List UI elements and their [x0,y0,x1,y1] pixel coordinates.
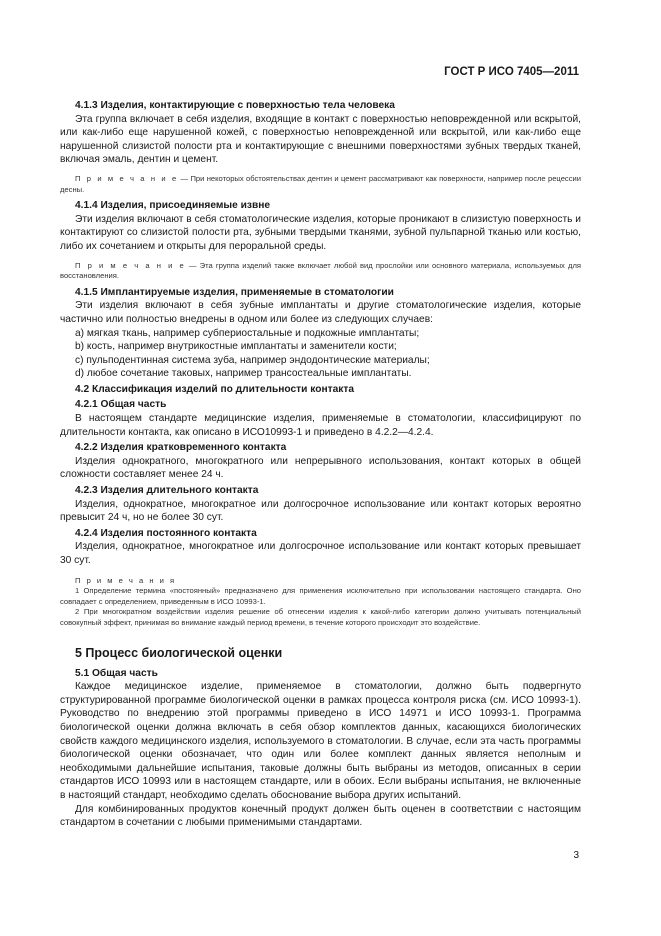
section-4-2-2-heading: 4.2.2 Изделия кратковременного контакта [75,442,287,454]
section-4-2-1-paragraph: В настоящем стандарте медицинские изделия, применяемые в стоматологии, классифицируют по длительности контакта, как описано в ИСО10993-1 и приведено в 4.2.2—4.2.4. [60,413,581,438]
implant-cases-list [60,327,581,381]
note-text: — При некоторых обстоятельствах дентин и цемент рассматривают как поверхности, например после рецессии десны. [60,173,581,194]
page-body [60,97,581,830]
list-item: b) кость, например внутрикостные имплантаты и заменители кости; [75,341,397,353]
section-4-1-3-heading: 4.1.3 Изделия, контактирующие с поверхностью тела человека [75,100,395,111]
section-4-2-4-paragraph: Изделия, однократное, многократное или долгосрочное использование или контакт которых превышает 30 сут. [60,541,581,566]
section-4-1-5-heading: 4.1.5 Имплантируемые изделия, применяемые в стоматологии [75,286,394,298]
page-number: 3 [573,850,579,861]
section-4-1-3-paragraph: Эта группа включает в себя изделия, входящие в контакт с поверхностью неповрежденной или вскрытой, или как-либо еще нарушенной кожей, с поверхностью неповрежденной или вскрытой, или как-либо еще нарушенной слизистой полости рта и контактирующие с внешними поверхностями зубных твердых тканей, включая эмаль, дентин и цемент. [60,113,581,166]
note-item: 2 При многократном воздействии изделия решение об отнесении изделия к какой-либо категории должно учитывать потенциальный совокупный эффект, принимая во внимание каждый период времени, в течение которого происходит это воздействие. [60,607,581,627]
section-5-1-heading: 5.1 Общая часть [75,667,158,679]
note-label: П р и м е ч а н и е [75,173,179,183]
section-4-1-4-heading: 4.1.4 Изделия, присоединяемые извне [75,200,271,212]
list-item: a) мягкая ткань, например субпериостальные и подкожные имплантаты; [75,327,420,339]
notes-label: П р и м е ч а н и я [75,575,177,585]
section-4-2-3-paragraph: Изделия, однократное, многократное или долгосрочное использование или контакт которых вероятно превысит 24 ч, но не более 30 сут. [60,498,581,524]
section-4-1-5-paragraph: Эти изделия включают в себя зубные имплантаты и другие стоматологические изделия, которые частично или полностью внедрены в одном или более из следующих случаев: [60,300,581,325]
section-5-1-paragraph-2: Для комбинированных продуктов конечный продукт должен быть оценен в соответствии с настоящим стандартом в сочетании с любыми применимыми стандартами. [60,803,581,829]
section-4-1-4-note [60,261,581,282]
section-5-1-paragraph: Каждое медицинское изделие, применяемое в стоматологии, должно быть подвергнуто структурированной программе биологической оценки в рамках процесса контроля риска (см. ИСО 10993-1). Руководство по внедрению этой программы приведено в ИСО 14971 и ИСО 10993-1. Программа биологической оценки должна включать в себя обзор комплектов данных, касающихся биологических свойств каждого медицинского изделия, используемого в стоматологии. В случае, если эта часть программы биологической оценки обозначает, что один или более комплект данных является неполным и необходимыми дальнейшие испытания, таковые должны быть выбраны из методов, описанных в серии стандартов ИСО 10993 или в настоящем стандарте, или в обоих. Если выбраны испытания, не включенные в настоящий стандарт, необходимо сделать обоснование выбора других испытаний. [60,681,581,801]
standard-number: ГОСТ Р ИСО 7405—2011 [444,66,579,78]
section-5-heading: 5 Процесс биологической оценки [75,645,283,660]
list-item: d) любое сочетание таковых, например трансостеальные имплантаты. [75,368,412,380]
note-label: П р и м е ч а н и е [75,260,186,270]
section-4-2-1-heading: 4.2.1 Общая часть [75,399,167,411]
list-item: c) пульподентинная система зуба, например эндодонтические материалы; [75,354,430,366]
section-4-2-3-heading: 4.2.3 Изделия длительного контакта [75,485,259,497]
section-4-2-4-heading: 4.2.4 Изделия постоянного контакта [75,527,257,539]
note-item: 1 Определение термина «постоянный» предназначено для применения исключительно при использовании настоящего стандарта. Оно совпадает с определением, приведенным в ИСО 10993-1. [60,586,581,606]
section-4-2-heading: 4.2 Классификация изделий по длительности контакта [75,383,355,395]
section-4-2-2-paragraph: Изделия однократного, многократного или непрерывного использования, контакт которых в общей сложности составляет менее 24 ч. [60,455,581,481]
section-4-1-4-paragraph: Эти изделия включают в себя стоматологические изделия, которые проникают в слизистую поверхность и контактируют со слизистой полости рта, зубными твердыми тканями, зубной пульпарной тканью или костью, либо их сочетанием и открыты для пероральной среды. [60,213,581,252]
note-text: — Эта группа изделий также включает любой вид прослойки или основного материала, используемых для восстановления. [60,260,581,281]
section-4-1-3-note [60,174,581,195]
